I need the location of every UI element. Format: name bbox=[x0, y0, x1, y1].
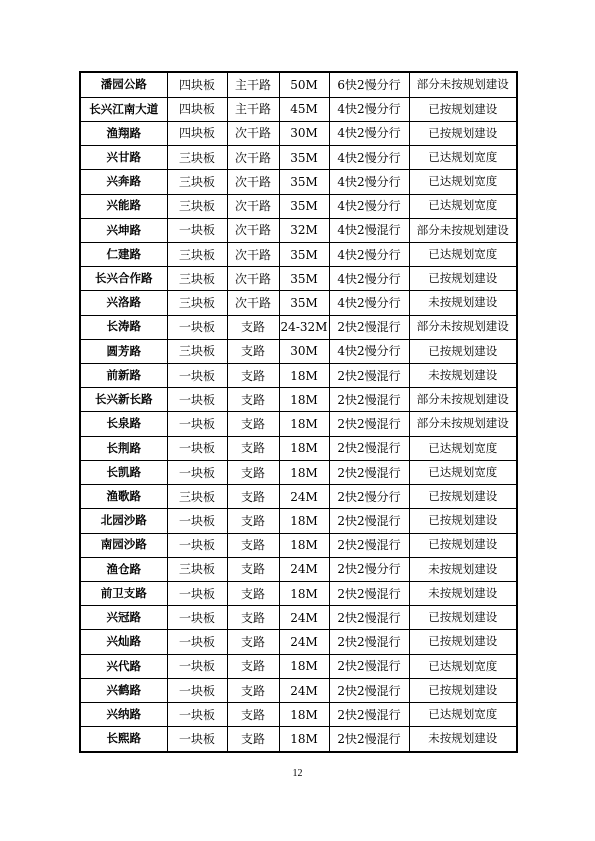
table-row bbox=[80, 339, 517, 363]
road-width-cell: 24-32M bbox=[279, 315, 329, 339]
construction-status-cell: 已按规划建设 bbox=[409, 533, 517, 557]
road-grade-cell: 支路 bbox=[227, 388, 279, 412]
road-width-cell: 18M bbox=[279, 727, 329, 752]
lane-config-cell: 4快2慢分行 bbox=[329, 267, 409, 291]
table-body bbox=[80, 72, 517, 752]
construction-status-cell: 已按规划建设 bbox=[409, 121, 517, 145]
table-row bbox=[80, 654, 517, 678]
construction-status-cell: 未按规划建设 bbox=[409, 364, 517, 388]
road-plan-table bbox=[79, 71, 518, 753]
cross-section-cell: 一块板 bbox=[167, 412, 227, 436]
construction-status-cell: 已按规划建设 bbox=[409, 509, 517, 533]
road-grade-cell: 次干路 bbox=[227, 267, 279, 291]
road-grade-cell: 支路 bbox=[227, 678, 279, 702]
table-row bbox=[80, 291, 517, 315]
cross-section-cell: 三块板 bbox=[167, 485, 227, 509]
construction-status-cell: 已按规划建设 bbox=[409, 485, 517, 509]
road-width-cell: 35M bbox=[279, 146, 329, 170]
lane-config-cell: 2快2慢混行 bbox=[329, 315, 409, 339]
road-name-cell: 仁建路 bbox=[80, 242, 167, 266]
cross-section-cell: 三块板 bbox=[167, 557, 227, 581]
table-row bbox=[80, 678, 517, 702]
construction-status-cell: 已达规划宽度 bbox=[409, 194, 517, 218]
table-row bbox=[80, 436, 517, 460]
road-width-cell: 18M bbox=[279, 703, 329, 727]
road-grade-cell: 支路 bbox=[227, 557, 279, 581]
lane-config-cell: 4快2慢分行 bbox=[329, 291, 409, 315]
lane-config-cell: 2快2慢分行 bbox=[329, 485, 409, 509]
lane-config-cell: 4快2慢分行 bbox=[329, 97, 409, 121]
road-grade-cell: 支路 bbox=[227, 533, 279, 557]
table-row bbox=[80, 194, 517, 218]
lane-config-cell: 2快2慢混行 bbox=[329, 533, 409, 557]
cross-section-cell: 三块板 bbox=[167, 339, 227, 363]
construction-status-cell: 已按规划建设 bbox=[409, 339, 517, 363]
table-row bbox=[80, 557, 517, 581]
cross-section-cell: 三块板 bbox=[167, 194, 227, 218]
road-width-cell: 18M bbox=[279, 460, 329, 484]
cross-section-cell: 一块板 bbox=[167, 533, 227, 557]
road-width-cell: 18M bbox=[279, 388, 329, 412]
road-grade-cell: 次干路 bbox=[227, 218, 279, 242]
construction-status-cell: 部分未按规划建设 bbox=[409, 315, 517, 339]
construction-status-cell: 已达规划宽度 bbox=[409, 146, 517, 170]
road-name-cell: 渔仓路 bbox=[80, 557, 167, 581]
road-width-cell: 24M bbox=[279, 606, 329, 630]
road-grade-cell: 次干路 bbox=[227, 146, 279, 170]
road-grade-cell: 支路 bbox=[227, 364, 279, 388]
lane-config-cell: 2快2慢分行 bbox=[329, 557, 409, 581]
construction-status-cell: 已达规划宽度 bbox=[409, 436, 517, 460]
lane-config-cell: 2快2慢混行 bbox=[329, 630, 409, 654]
lane-config-cell: 4快2慢分行 bbox=[329, 339, 409, 363]
road-name-cell: 兴灿路 bbox=[80, 630, 167, 654]
road-width-cell: 35M bbox=[279, 267, 329, 291]
table-row bbox=[80, 727, 517, 752]
cross-section-cell: 一块板 bbox=[167, 727, 227, 752]
cross-section-cell: 一块板 bbox=[167, 364, 227, 388]
road-width-cell: 50M bbox=[279, 72, 329, 97]
road-grade-cell: 支路 bbox=[227, 460, 279, 484]
table-row bbox=[80, 388, 517, 412]
construction-status-cell: 部分未按规划建设 bbox=[409, 388, 517, 412]
road-name-cell: 前卫支路 bbox=[80, 582, 167, 606]
construction-status-cell: 已达规划宽度 bbox=[409, 242, 517, 266]
road-grade-cell: 支路 bbox=[227, 582, 279, 606]
construction-status-cell: 部分未按规划建设 bbox=[409, 72, 517, 97]
road-grade-cell: 次干路 bbox=[227, 291, 279, 315]
road-name-cell: 南园沙路 bbox=[80, 533, 167, 557]
road-grade-cell: 主干路 bbox=[227, 97, 279, 121]
lane-config-cell: 2快2慢混行 bbox=[329, 582, 409, 606]
lane-config-cell: 4快2慢分行 bbox=[329, 170, 409, 194]
construction-status-cell: 未按规划建设 bbox=[409, 727, 517, 752]
road-name-cell: 长凯路 bbox=[80, 460, 167, 484]
lane-config-cell: 4快2慢分行 bbox=[329, 146, 409, 170]
road-grade-cell: 主干路 bbox=[227, 72, 279, 97]
road-name-cell: 兴洛路 bbox=[80, 291, 167, 315]
lane-config-cell: 4快2慢分行 bbox=[329, 121, 409, 145]
table-row bbox=[80, 146, 517, 170]
road-grade-cell: 支路 bbox=[227, 485, 279, 509]
construction-status-cell: 已达规划宽度 bbox=[409, 654, 517, 678]
cross-section-cell: 一块板 bbox=[167, 630, 227, 654]
cross-section-cell: 一块板 bbox=[167, 388, 227, 412]
road-grade-cell: 支路 bbox=[227, 727, 279, 752]
lane-config-cell: 2快2慢混行 bbox=[329, 727, 409, 752]
cross-section-cell: 一块板 bbox=[167, 460, 227, 484]
table-row bbox=[80, 121, 517, 145]
construction-status-cell: 已按规划建设 bbox=[409, 97, 517, 121]
table-row bbox=[80, 72, 517, 97]
road-width-cell: 30M bbox=[279, 121, 329, 145]
road-grade-cell: 次干路 bbox=[227, 242, 279, 266]
construction-status-cell: 未按规划建设 bbox=[409, 557, 517, 581]
lane-config-cell: 2快2慢混行 bbox=[329, 509, 409, 533]
road-name-cell: 兴纳路 bbox=[80, 703, 167, 727]
construction-status-cell: 已达规划宽度 bbox=[409, 170, 517, 194]
road-name-cell: 潘园公路 bbox=[80, 72, 167, 97]
road-grade-cell: 支路 bbox=[227, 339, 279, 363]
table-row bbox=[80, 703, 517, 727]
road-name-cell: 兴甘路 bbox=[80, 146, 167, 170]
table-row bbox=[80, 606, 517, 630]
lane-config-cell: 2快2慢混行 bbox=[329, 654, 409, 678]
road-name-cell: 长涛路 bbox=[80, 315, 167, 339]
road-grade-cell: 支路 bbox=[227, 412, 279, 436]
lane-config-cell: 2快2慢混行 bbox=[329, 678, 409, 702]
cross-section-cell: 一块板 bbox=[167, 606, 227, 630]
table-row bbox=[80, 315, 517, 339]
cross-section-cell: 四块板 bbox=[167, 97, 227, 121]
road-name-cell: 兴冠路 bbox=[80, 606, 167, 630]
road-name-cell: 前新路 bbox=[80, 364, 167, 388]
road-width-cell: 18M bbox=[279, 654, 329, 678]
road-name-cell: 长兴新长路 bbox=[80, 388, 167, 412]
lane-config-cell: 2快2慢混行 bbox=[329, 703, 409, 727]
table-row bbox=[80, 460, 517, 484]
road-width-cell: 35M bbox=[279, 291, 329, 315]
cross-section-cell: 一块板 bbox=[167, 703, 227, 727]
lane-config-cell: 2快2慢混行 bbox=[329, 436, 409, 460]
table-row bbox=[80, 630, 517, 654]
lane-config-cell: 2快2慢混行 bbox=[329, 412, 409, 436]
table-row bbox=[80, 242, 517, 266]
road-grade-cell: 支路 bbox=[227, 509, 279, 533]
table-row bbox=[80, 364, 517, 388]
road-width-cell: 18M bbox=[279, 509, 329, 533]
road-grade-cell: 支路 bbox=[227, 606, 279, 630]
road-grade-cell: 支路 bbox=[227, 654, 279, 678]
road-grade-cell: 支路 bbox=[227, 630, 279, 654]
road-width-cell: 18M bbox=[279, 412, 329, 436]
road-grade-cell: 支路 bbox=[227, 436, 279, 460]
road-name-cell: 长泉路 bbox=[80, 412, 167, 436]
road-grade-cell: 支路 bbox=[227, 703, 279, 727]
road-name-cell: 渔翔路 bbox=[80, 121, 167, 145]
cross-section-cell: 一块板 bbox=[167, 582, 227, 606]
table-row bbox=[80, 533, 517, 557]
table-row bbox=[80, 412, 517, 436]
road-grade-cell: 次干路 bbox=[227, 194, 279, 218]
cross-section-cell: 三块板 bbox=[167, 242, 227, 266]
lane-config-cell: 2快2慢混行 bbox=[329, 460, 409, 484]
lane-config-cell: 2快2慢混行 bbox=[329, 364, 409, 388]
page-number: 12 bbox=[292, 768, 303, 779]
road-name-cell: 长熙路 bbox=[80, 727, 167, 752]
road-width-cell: 35M bbox=[279, 242, 329, 266]
cross-section-cell: 一块板 bbox=[167, 315, 227, 339]
road-width-cell: 32M bbox=[279, 218, 329, 242]
cross-section-cell: 一块板 bbox=[167, 509, 227, 533]
construction-status-cell: 已达规划宽度 bbox=[409, 703, 517, 727]
road-name-cell: 兴奔路 bbox=[80, 170, 167, 194]
lane-config-cell: 4快2慢分行 bbox=[329, 242, 409, 266]
road-grade-cell: 支路 bbox=[227, 315, 279, 339]
road-width-cell: 18M bbox=[279, 533, 329, 557]
road-width-cell: 45M bbox=[279, 97, 329, 121]
road-grade-cell: 次干路 bbox=[227, 121, 279, 145]
cross-section-cell: 四块板 bbox=[167, 72, 227, 97]
road-width-cell: 24M bbox=[279, 678, 329, 702]
road-width-cell: 24M bbox=[279, 485, 329, 509]
road-name-cell: 长兴合作路 bbox=[80, 267, 167, 291]
road-name-cell: 兴能路 bbox=[80, 194, 167, 218]
road-width-cell: 18M bbox=[279, 364, 329, 388]
road-width-cell: 24M bbox=[279, 630, 329, 654]
construction-status-cell: 未按规划建设 bbox=[409, 291, 517, 315]
construction-status-cell: 已按规划建设 bbox=[409, 630, 517, 654]
construction-status-cell: 已按规划建设 bbox=[409, 678, 517, 702]
road-width-cell: 18M bbox=[279, 436, 329, 460]
construction-status-cell: 部分未按规划建设 bbox=[409, 218, 517, 242]
cross-section-cell: 三块板 bbox=[167, 170, 227, 194]
table-row bbox=[80, 267, 517, 291]
construction-status-cell: 已达规划宽度 bbox=[409, 460, 517, 484]
construction-status-cell: 已按规划建设 bbox=[409, 606, 517, 630]
table-row bbox=[80, 97, 517, 121]
table-row bbox=[80, 170, 517, 194]
construction-status-cell: 已按规划建设 bbox=[409, 267, 517, 291]
cross-section-cell: 三块板 bbox=[167, 146, 227, 170]
road-name-cell: 长荆路 bbox=[80, 436, 167, 460]
cross-section-cell: 四块板 bbox=[167, 121, 227, 145]
road-width-cell: 35M bbox=[279, 170, 329, 194]
lane-config-cell: 2快2慢混行 bbox=[329, 388, 409, 412]
table-row bbox=[80, 218, 517, 242]
cross-section-cell: 一块板 bbox=[167, 678, 227, 702]
road-name-cell: 圆芳路 bbox=[80, 339, 167, 363]
construction-status-cell: 未按规划建设 bbox=[409, 582, 517, 606]
table-row bbox=[80, 582, 517, 606]
road-name-cell: 北园沙路 bbox=[80, 509, 167, 533]
cross-section-cell: 三块板 bbox=[167, 291, 227, 315]
road-name-cell: 兴代路 bbox=[80, 654, 167, 678]
table-row bbox=[80, 509, 517, 533]
road-grade-cell: 次干路 bbox=[227, 170, 279, 194]
road-width-cell: 35M bbox=[279, 194, 329, 218]
lane-config-cell: 6快2慢分行 bbox=[329, 72, 409, 97]
table-row bbox=[80, 485, 517, 509]
road-name-cell: 长兴江南大道 bbox=[80, 97, 167, 121]
cross-section-cell: 三块板 bbox=[167, 267, 227, 291]
road-width-cell: 30M bbox=[279, 339, 329, 363]
cross-section-cell: 一块板 bbox=[167, 654, 227, 678]
road-name-cell: 渔歌路 bbox=[80, 485, 167, 509]
cross-section-cell: 一块板 bbox=[167, 436, 227, 460]
road-width-cell: 18M bbox=[279, 582, 329, 606]
lane-config-cell: 2快2慢混行 bbox=[329, 606, 409, 630]
construction-status-cell: 部分未按规划建设 bbox=[409, 412, 517, 436]
road-name-cell: 兴鹤路 bbox=[80, 678, 167, 702]
lane-config-cell: 4快2慢混行 bbox=[329, 218, 409, 242]
road-name-cell: 兴坤路 bbox=[80, 218, 167, 242]
lane-config-cell: 4快2慢分行 bbox=[329, 194, 409, 218]
road-width-cell: 24M bbox=[279, 557, 329, 581]
cross-section-cell: 一块板 bbox=[167, 218, 227, 242]
